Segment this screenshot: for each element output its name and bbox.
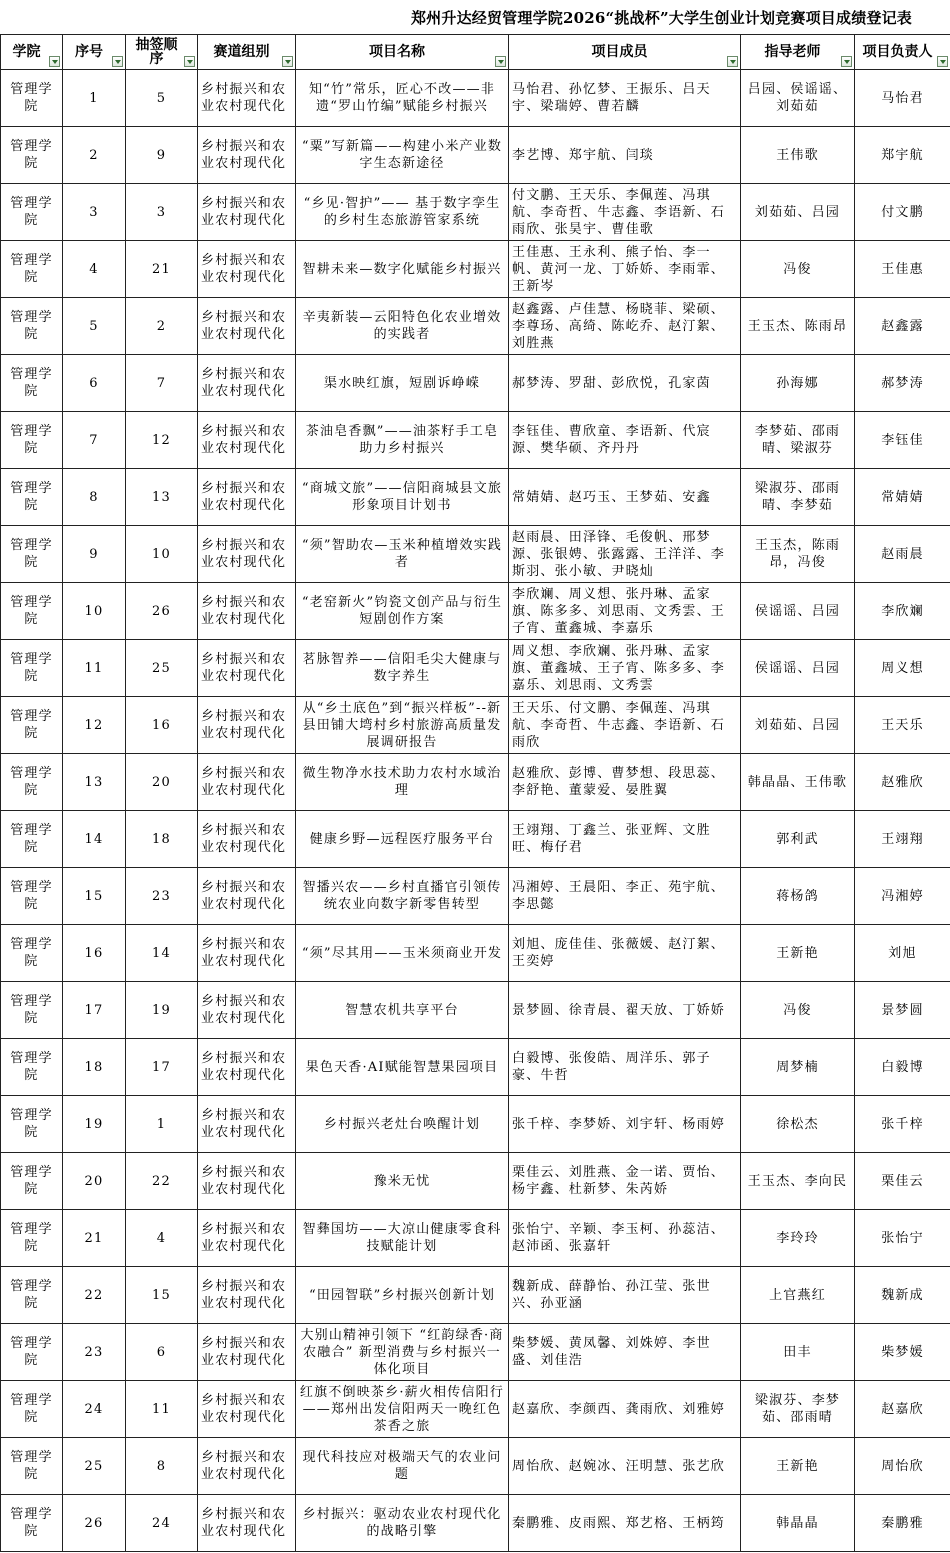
table-row xyxy=(1,1381,950,1438)
cell-project[interactable]: 乡村振兴：驱动农业农村现代化的战略引擎 xyxy=(296,1495,509,1552)
cell-college[interactable]: 管理学院 xyxy=(1,1267,63,1324)
cell-track[interactable]: 乡村振兴和农业农村现代化 xyxy=(198,583,296,640)
cell-project[interactable]: “粟”写新篇——构建小米产业数字生态新途径 xyxy=(296,127,509,184)
cell-draw-order[interactable]: 13 xyxy=(126,469,198,526)
cell-no[interactable]: 21 xyxy=(63,1210,126,1267)
cell-project[interactable]: 茶油皂香飘”——油茶籽手工皂助力乡村振兴 xyxy=(296,412,509,469)
cell-advisor[interactable]: 侯谣谣、吕园 xyxy=(741,583,855,640)
table-row xyxy=(1,925,950,982)
cell-members[interactable]: 付文鹏、王天乐、李佩莲、冯琪航、李奇哲、牛志鑫、李语新、石雨欣、张昊宇、曹佳歌 xyxy=(509,184,741,241)
cell-draw-order[interactable]: 14 xyxy=(126,925,198,982)
table-row xyxy=(1,640,950,697)
cell-leader[interactable]: 冯湘婷 xyxy=(855,868,950,925)
cell-advisor[interactable]: 田丰 xyxy=(741,1324,855,1381)
cell-track[interactable]: 乡村振兴和农业农村现代化 xyxy=(198,1039,296,1096)
cell-leader[interactable]: 刘旭 xyxy=(855,925,950,982)
cell-project[interactable]: 智耕未来—数字化赋能乡村振兴 xyxy=(296,241,509,298)
cell-no[interactable]: 6 xyxy=(63,355,126,412)
cell-leader[interactable]: 白毅博 xyxy=(855,1039,950,1096)
filter-dropdown-icon[interactable] xyxy=(49,56,60,67)
header-no: 序号 xyxy=(63,35,126,70)
cell-college[interactable]: 管理学院 xyxy=(1,1324,63,1381)
cell-track[interactable]: 乡村振兴和农业农村现代化 xyxy=(198,868,296,925)
cell-members[interactable]: 张千梓、李梦娇、刘宇轩、杨雨婷 xyxy=(509,1096,741,1153)
table-row xyxy=(1,1096,950,1153)
cell-advisor[interactable]: 王新艳 xyxy=(741,925,855,982)
cell-members[interactable]: 景梦圆、徐青晨、翟天放、丁娇娇 xyxy=(509,982,741,1039)
cell-college[interactable]: 管理学院 xyxy=(1,697,63,754)
cell-no[interactable]: 15 xyxy=(63,868,126,925)
cell-leader[interactable]: 景梦圆 xyxy=(855,982,950,1039)
cell-members[interactable]: 秦鹏雅、皮雨熙、郑艺格、王柄筠 xyxy=(509,1495,741,1552)
cell-leader[interactable]: 郑宇航 xyxy=(855,127,950,184)
table-row xyxy=(1,697,950,754)
cell-advisor[interactable]: 王新艳 xyxy=(741,1438,855,1495)
cell-college[interactable]: 管理学院 xyxy=(1,184,63,241)
cell-no[interactable]: 12 xyxy=(63,697,126,754)
cell-advisor[interactable]: 王玉杰、李向民 xyxy=(741,1153,855,1210)
cell-advisor[interactable]: 王伟歌 xyxy=(741,127,855,184)
cell-track[interactable]: 乡村振兴和农业农村现代化 xyxy=(198,1495,296,1552)
header-track: 赛道组别 xyxy=(198,35,296,70)
cell-advisor[interactable]: 李梦茹、邵雨晴、梁淑芬 xyxy=(741,412,855,469)
cell-track[interactable]: 乡村振兴和农业农村现代化 xyxy=(198,70,296,127)
cell-project[interactable]: 茗脉智养——信阳毛尖大健康与数字养生 xyxy=(296,640,509,697)
cell-members[interactable]: 柴梦媛、黄凤馨、刘姝婷、李世盛、刘佳浩 xyxy=(509,1324,741,1381)
cell-advisor[interactable]: 徐松杰 xyxy=(741,1096,855,1153)
cell-project[interactable]: 渠水映红旗，短剧诉峥嵘 xyxy=(296,355,509,412)
cell-track[interactable]: 乡村振兴和农业农村现代化 xyxy=(198,184,296,241)
cell-no[interactable]: 9 xyxy=(63,526,126,583)
filter-dropdown-icon[interactable] xyxy=(184,56,195,67)
cell-advisor[interactable]: 郭利武 xyxy=(741,811,855,868)
cell-project[interactable]: 现代科技应对极端天气的农业问题 xyxy=(296,1438,509,1495)
cell-track[interactable]: 乡村振兴和农业农村现代化 xyxy=(198,811,296,868)
cell-draw-order[interactable]: 24 xyxy=(126,1495,198,1552)
cell-college[interactable]: 管理学院 xyxy=(1,583,63,640)
cell-project[interactable]: 微生物净水技术助力农村水域治理 xyxy=(296,754,509,811)
cell-college[interactable]: 管理学院 xyxy=(1,1039,63,1096)
cell-track[interactable]: 乡村振兴和农业农村现代化 xyxy=(198,355,296,412)
cell-draw-order[interactable]: 21 xyxy=(126,241,198,298)
cell-track[interactable]: 乡村振兴和农业农村现代化 xyxy=(198,412,296,469)
cell-draw-order[interactable]: 16 xyxy=(126,697,198,754)
cell-college[interactable]: 管理学院 xyxy=(1,1210,63,1267)
table-row xyxy=(1,1324,950,1381)
cell-project[interactable]: 果色天香·AI赋能智慧果园项目 xyxy=(296,1039,509,1096)
cell-no[interactable]: 26 xyxy=(63,1495,126,1552)
cell-college[interactable]: 管理学院 xyxy=(1,1153,63,1210)
table-row xyxy=(1,241,950,298)
cell-draw-order[interactable]: 10 xyxy=(126,526,198,583)
cell-track[interactable]: 乡村振兴和农业农村现代化 xyxy=(198,697,296,754)
cell-college[interactable]: 管理学院 xyxy=(1,640,63,697)
cell-members[interactable]: 李欣斓、周义想、张丹琳、孟家旗、陈多多、刘思雨、文秀雲、王子宵、董鑫城、李嘉乐 xyxy=(509,583,741,640)
cell-members[interactable]: 张怡宁、辛颖、李玉柯、孙蕊洁、赵沛函、张嘉轩 xyxy=(509,1210,741,1267)
table-row xyxy=(1,1153,950,1210)
cell-draw-order[interactable]: 11 xyxy=(126,1381,198,1438)
cell-draw-order[interactable]: 2 xyxy=(126,298,198,355)
cell-members[interactable]: 李钰佳、曹欣童、李语新、代宸源、樊华硕、齐丹丹 xyxy=(509,412,741,469)
cell-project[interactable]: 智彝国坊——大凉山健康零食科技赋能计划 xyxy=(296,1210,509,1267)
cell-no[interactable]: 24 xyxy=(63,1381,126,1438)
cell-advisor[interactable]: 韩晶晶、王伟歌 xyxy=(741,754,855,811)
cell-project[interactable]: 智慧农机共享平台 xyxy=(296,982,509,1039)
cell-no[interactable]: 4 xyxy=(63,241,126,298)
cell-members[interactable]: 白毅博、张俊皓、周洋乐、郭子豪、牛哲 xyxy=(509,1039,741,1096)
cell-advisor[interactable]: 梁淑芬、邵雨晴、李梦茹 xyxy=(741,469,855,526)
cell-advisor[interactable]: 侯谣谣、吕园 xyxy=(741,640,855,697)
cell-project[interactable]: “商城文旅”——信阳商城县文旅形象项目计划书 xyxy=(296,469,509,526)
cell-draw-order[interactable]: 12 xyxy=(126,412,198,469)
table-row xyxy=(1,1210,950,1267)
cell-leader[interactable]: 魏新成 xyxy=(855,1267,950,1324)
header-row xyxy=(1,35,950,70)
cell-advisor[interactable]: 王玉杰，陈雨昂，冯俊 xyxy=(741,526,855,583)
page-title: 郑州升达经贸管理学院2026“挑战杯”大学生创业计划竞赛项目成绩登记表 xyxy=(410,8,912,27)
cell-college[interactable]: 管理学院 xyxy=(1,127,63,184)
cell-members[interactable]: 冯湘婷、王晨阳、李正、苑宇航、李思懿 xyxy=(509,868,741,925)
cell-no[interactable]: 1 xyxy=(63,70,126,127)
cell-advisor[interactable]: 梁淑芬、李梦茹、邵雨晴 xyxy=(741,1381,855,1438)
cell-draw-order[interactable]: 7 xyxy=(126,355,198,412)
cell-track[interactable]: 乡村振兴和农业农村现代化 xyxy=(198,1438,296,1495)
cell-members[interactable]: 王翊翔、丁鑫兰、张亚辉、文胜旺、梅仔君 xyxy=(509,811,741,868)
cell-project[interactable]: 红旗不倒映茶乡·薪火相传信阳行——郑州出发信阳两天一晚红色茶香之旅 xyxy=(296,1381,509,1438)
cell-project[interactable]: 从“乡土底色”到“振兴样板”--新县田铺大塆村乡村旅游高质量发展调研报告 xyxy=(296,697,509,754)
cell-leader[interactable]: 栗佳云 xyxy=(855,1153,950,1210)
cell-leader[interactable]: 周义想 xyxy=(855,640,950,697)
cell-track[interactable]: 乡村振兴和农业农村现代化 xyxy=(198,1210,296,1267)
cell-members[interactable]: 郝梦涛、罗甜、彭欣悦，孔家茵 xyxy=(509,355,741,412)
cell-draw-order[interactable]: 23 xyxy=(126,868,198,925)
cell-track[interactable]: 乡村振兴和农业农村现代化 xyxy=(198,298,296,355)
cell-college[interactable]: 管理学院 xyxy=(1,526,63,583)
table-row xyxy=(1,754,950,811)
cell-no[interactable]: 7 xyxy=(63,412,126,469)
cell-track[interactable]: 乡村振兴和农业农村现代化 xyxy=(198,925,296,982)
cell-no[interactable]: 8 xyxy=(63,469,126,526)
cell-draw-order[interactable]: 8 xyxy=(126,1438,198,1495)
cell-college[interactable]: 管理学院 xyxy=(1,1495,63,1552)
table-row xyxy=(1,811,950,868)
cell-college[interactable]: 管理学院 xyxy=(1,982,63,1039)
filter-dropdown-icon[interactable] xyxy=(727,56,738,67)
filter-dropdown-icon[interactable] xyxy=(937,56,948,67)
header-advisor: 指导老师 xyxy=(741,35,855,70)
table-row xyxy=(1,1438,950,1495)
table-row xyxy=(1,412,950,469)
cell-leader[interactable]: 常婧婧 xyxy=(855,469,950,526)
cell-no[interactable]: 25 xyxy=(63,1438,126,1495)
cell-no[interactable]: 18 xyxy=(63,1039,126,1096)
cell-advisor[interactable]: 孙海娜 xyxy=(741,355,855,412)
cell-project[interactable]: 大别山精神引领下 “红韵绿香·商农融合” 新型消费与乡村振兴一体化项目 xyxy=(296,1324,509,1381)
cell-members[interactable]: 常婧婧、赵巧玉、王梦茹、安鑫 xyxy=(509,469,741,526)
cell-members[interactable]: 魏新成、薛静怡、孙江莹、张世兴、孙亚涵 xyxy=(509,1267,741,1324)
cell-no[interactable]: 23 xyxy=(63,1324,126,1381)
cell-members[interactable]: 李艺博、郑宇航、闫琰 xyxy=(509,127,741,184)
registration-table xyxy=(0,34,950,1552)
cell-leader[interactable]: 王佳惠 xyxy=(855,241,950,298)
cell-advisor[interactable]: 上官燕红 xyxy=(741,1267,855,1324)
cell-college[interactable]: 管理学院 xyxy=(1,412,63,469)
cell-college[interactable]: 管理学院 xyxy=(1,811,63,868)
table-row xyxy=(1,1267,950,1324)
cell-members[interactable]: 王佳惠、王永利、熊子怡、李一帆、黄河一龙、丁娇娇、李雨霏、王新岑 xyxy=(509,241,741,298)
cell-track[interactable]: 乡村振兴和农业农村现代化 xyxy=(198,1096,296,1153)
header-members: 项目成员 xyxy=(509,35,741,70)
cell-advisor[interactable]: 周梦楠 xyxy=(741,1039,855,1096)
table-row xyxy=(1,469,950,526)
cell-advisor[interactable]: 蒋杨鸽 xyxy=(741,868,855,925)
cell-track[interactable]: 乡村振兴和农业农村现代化 xyxy=(198,640,296,697)
cell-project[interactable]: “老窑新火”钧瓷文创产品与衍生短剧创作方案 xyxy=(296,583,509,640)
cell-draw-order[interactable]: 9 xyxy=(126,127,198,184)
cell-project[interactable]: 健康乡野—远程医疗服务平台 xyxy=(296,811,509,868)
cell-leader[interactable]: 郝梦涛 xyxy=(855,355,950,412)
cell-members[interactable]: 赵雅欣、彭博、曹梦想、段思蕊、李舒艳、董蒙爱、晏胜翼 xyxy=(509,754,741,811)
table-row xyxy=(1,1039,950,1096)
cell-college[interactable]: 管理学院 xyxy=(1,469,63,526)
header-college: 学院 xyxy=(1,35,63,70)
cell-advisor[interactable]: 刘茹茹、吕园 xyxy=(741,184,855,241)
cell-members[interactable]: 刘旭、庞佳佳、张薇媛、赵汀絮、王奕婷 xyxy=(509,925,741,982)
cell-leader[interactable]: 赵嘉欣 xyxy=(855,1381,950,1438)
cell-college[interactable]: 管理学院 xyxy=(1,298,63,355)
cell-draw-order[interactable]: 18 xyxy=(126,811,198,868)
cell-college[interactable]: 管理学院 xyxy=(1,754,63,811)
cell-leader[interactable]: 赵鑫露 xyxy=(855,298,950,355)
cell-project[interactable]: “田园智联”乡村振兴创新计划 xyxy=(296,1267,509,1324)
table-row xyxy=(1,70,950,127)
cell-leader[interactable]: 周怡欣 xyxy=(855,1438,950,1495)
cell-advisor[interactable]: 刘茹茹、吕园 xyxy=(741,697,855,754)
cell-college[interactable]: 管理学院 xyxy=(1,70,63,127)
cell-draw-order[interactable]: 22 xyxy=(126,1153,198,1210)
cell-members[interactable]: 王天乐、付文鹏、李佩莲、冯琪航、李奇哲、牛志鑫、李语新、石雨欣 xyxy=(509,697,741,754)
cell-advisor[interactable]: 王玉杰、陈雨昂 xyxy=(741,298,855,355)
cell-advisor[interactable]: 李玲玲 xyxy=(741,1210,855,1267)
cell-leader[interactable]: 张怡宁 xyxy=(855,1210,950,1267)
cell-members[interactable]: 赵嘉欣、李颜西、龚雨欣、刘雅婷 xyxy=(509,1381,741,1438)
cell-leader[interactable]: 马怡君 xyxy=(855,70,950,127)
table-row xyxy=(1,184,950,241)
cell-college[interactable]: 管理学院 xyxy=(1,925,63,982)
filter-dropdown-icon[interactable] xyxy=(282,56,293,67)
cell-leader[interactable]: 王翊翔 xyxy=(855,811,950,868)
filter-dropdown-icon[interactable] xyxy=(112,56,123,67)
cell-no[interactable]: 5 xyxy=(63,298,126,355)
cell-no[interactable]: 3 xyxy=(63,184,126,241)
cell-draw-order[interactable]: 4 xyxy=(126,1210,198,1267)
cell-project[interactable]: “须”尽其用——玉米须商业开发 xyxy=(296,925,509,982)
cell-project[interactable]: 辛夷新装—云阳特色化农业增效的实践者 xyxy=(296,298,509,355)
cell-draw-order[interactable]: 6 xyxy=(126,1324,198,1381)
cell-project[interactable]: 智播兴农——乡村直播官引领传统农业向数字新零售转型 xyxy=(296,868,509,925)
cell-draw-order[interactable]: 5 xyxy=(126,70,198,127)
cell-track[interactable]: 乡村振兴和农业农村现代化 xyxy=(198,526,296,583)
table-row xyxy=(1,298,950,355)
cell-project[interactable]: 知“竹”常乐，匠心不改——非遗“罗山竹编”赋能乡村振兴 xyxy=(296,70,509,127)
cell-no[interactable]: 19 xyxy=(63,1096,126,1153)
table-row xyxy=(1,1495,950,1552)
cell-leader[interactable]: 张千梓 xyxy=(855,1096,950,1153)
cell-project[interactable]: 乡村振兴老灶台唤醒计划 xyxy=(296,1096,509,1153)
cell-no[interactable]: 22 xyxy=(63,1267,126,1324)
cell-advisor[interactable]: 韩晶晶 xyxy=(741,1495,855,1552)
cell-members[interactable]: 赵雨晨、田泽锋、毛俊帆、邢梦源、张银娉、张露露、王洋洋、李斯羽、张小敏、尹晓灿 xyxy=(509,526,741,583)
cell-advisor[interactable]: 吕园、侯谣谣、刘茹茹 xyxy=(741,70,855,127)
cell-no[interactable]: 13 xyxy=(63,754,126,811)
cell-draw-order[interactable]: 1 xyxy=(126,1096,198,1153)
cell-no[interactable]: 17 xyxy=(63,982,126,1039)
filter-dropdown-icon[interactable] xyxy=(841,56,852,67)
cell-track[interactable]: 乡村振兴和农业农村现代化 xyxy=(198,127,296,184)
header-leader: 项目负责人 xyxy=(855,35,950,70)
cell-no[interactable]: 16 xyxy=(63,925,126,982)
table-row xyxy=(1,355,950,412)
cell-draw-order[interactable]: 15 xyxy=(126,1267,198,1324)
cell-draw-order[interactable]: 20 xyxy=(126,754,198,811)
cell-draw-order[interactable]: 19 xyxy=(126,982,198,1039)
cell-college[interactable]: 管理学院 xyxy=(1,355,63,412)
cell-track[interactable]: 乡村振兴和农业农村现代化 xyxy=(198,1324,296,1381)
cell-track[interactable]: 乡村振兴和农业农村现代化 xyxy=(198,754,296,811)
cell-leader[interactable]: 付文鹏 xyxy=(855,184,950,241)
cell-draw-order[interactable]: 3 xyxy=(126,184,198,241)
header-draw-order: 抽签顺序 xyxy=(126,35,198,70)
table-row xyxy=(1,982,950,1039)
table-row xyxy=(1,583,950,640)
cell-no[interactable]: 14 xyxy=(63,811,126,868)
cell-members[interactable]: 赵鑫露、卢佳慧、杨晓菲、梁硕、李尊玚、高绮、陈屹乔、赵汀絮、刘胜燕 xyxy=(509,298,741,355)
cell-track[interactable]: 乡村振兴和农业农村现代化 xyxy=(198,1381,296,1438)
cell-draw-order[interactable]: 26 xyxy=(126,583,198,640)
cell-track[interactable]: 乡村振兴和农业农村现代化 xyxy=(198,241,296,298)
header-project: 项目名称 xyxy=(296,35,509,70)
cell-leader[interactable]: 李钰佳 xyxy=(855,412,950,469)
cell-track[interactable]: 乡村振兴和农业农村现代化 xyxy=(198,1153,296,1210)
cell-project[interactable]: “须”智助农—玉米种植增效实践者 xyxy=(296,526,509,583)
cell-no[interactable]: 11 xyxy=(63,640,126,697)
cell-draw-order[interactable]: 25 xyxy=(126,640,198,697)
table-row xyxy=(1,526,950,583)
cell-no[interactable]: 2 xyxy=(63,127,126,184)
cell-leader[interactable]: 秦鹏雅 xyxy=(855,1495,950,1552)
filter-dropdown-icon[interactable] xyxy=(495,56,506,67)
cell-track[interactable]: 乡村振兴和农业农村现代化 xyxy=(198,982,296,1039)
cell-track[interactable]: 乡村振兴和农业农村现代化 xyxy=(198,469,296,526)
cell-members[interactable]: 周怡欣、赵婉冰、汪明慧、张艺欣 xyxy=(509,1438,741,1495)
cell-no[interactable]: 10 xyxy=(63,583,126,640)
cell-no[interactable]: 20 xyxy=(63,1153,126,1210)
cell-college[interactable]: 管理学院 xyxy=(1,1438,63,1495)
cell-leader[interactable]: 李欣斓 xyxy=(855,583,950,640)
cell-members[interactable]: 马怡君、孙忆梦、王振乐、吕天宇、梁瑞婷、曹若麟 xyxy=(509,70,741,127)
cell-project[interactable]: 豫米无忧 xyxy=(296,1153,509,1210)
cell-track[interactable]: 乡村振兴和农业农村现代化 xyxy=(198,1267,296,1324)
cell-leader[interactable]: 王天乐 xyxy=(855,697,950,754)
cell-advisor[interactable]: 冯俊 xyxy=(741,982,855,1039)
cell-college[interactable]: 管理学院 xyxy=(1,1381,63,1438)
cell-draw-order[interactable]: 17 xyxy=(126,1039,198,1096)
table-body xyxy=(1,70,950,1552)
cell-leader[interactable]: 柴梦媛 xyxy=(855,1324,950,1381)
cell-college[interactable]: 管理学院 xyxy=(1,241,63,298)
cell-members[interactable]: 周义想、李欣斓、张丹琳、孟家旗、董鑫城、王子宵、陈多多、李嘉乐、刘思雨、文秀雲 xyxy=(509,640,741,697)
cell-college[interactable]: 管理学院 xyxy=(1,868,63,925)
cell-college[interactable]: 管理学院 xyxy=(1,1096,63,1153)
cell-advisor[interactable]: 冯俊 xyxy=(741,241,855,298)
cell-members[interactable]: 栗佳云、刘胜燕、金一诺、贾怡、杨宇鑫、杜新梦、朱芮娇 xyxy=(509,1153,741,1210)
cell-project[interactable]: “乡见·智护”—— 基于数字孪生的乡村生态旅游管家系统 xyxy=(296,184,509,241)
cell-leader[interactable]: 赵雅欣 xyxy=(855,754,950,811)
table-row xyxy=(1,868,950,925)
table-row xyxy=(1,127,950,184)
cell-leader[interactable]: 赵雨晨 xyxy=(855,526,950,583)
